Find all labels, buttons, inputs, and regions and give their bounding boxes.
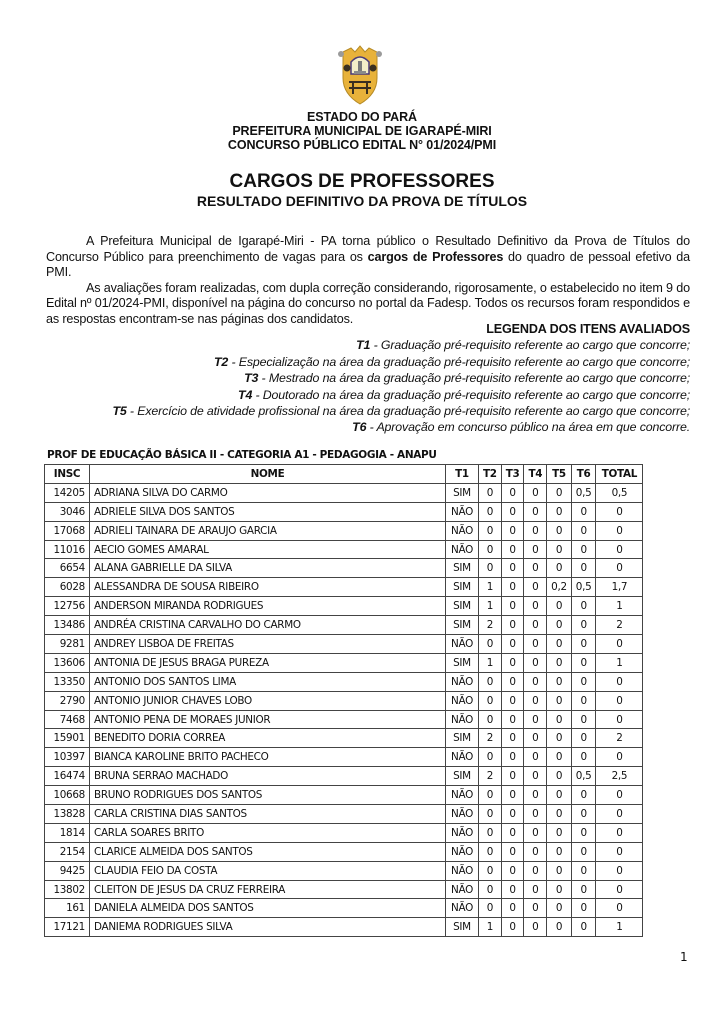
name-cell: AECIO GOMES AMARAL (90, 540, 446, 559)
t4-cell: 0 (524, 635, 547, 654)
t3-cell: 0 (501, 672, 524, 691)
total-cell: 0 (596, 842, 643, 861)
t4-cell: 0 (524, 899, 547, 918)
t3-cell: 0 (501, 578, 524, 597)
name-cell: BRUNA SERRAO MACHADO (90, 767, 446, 786)
t5-cell: 0 (547, 918, 572, 937)
t2-cell: 0 (479, 842, 502, 861)
t1-cell: NÃO (446, 786, 479, 805)
results-table (44, 464, 643, 937)
t6-cell: 0 (571, 842, 596, 861)
t1-cell: NÃO (446, 861, 479, 880)
legend-item-t1: T1 - Graduação pré-requisito referente ao cargo que concorre; (356, 338, 690, 353)
t3-cell: 0 (501, 521, 524, 540)
name-cell: CLEITON DE JESUS DA CRUZ FERREIRA (90, 880, 446, 899)
t2-cell: 0 (479, 710, 502, 729)
t1-cell: NÃO (446, 842, 479, 861)
state-name: ESTADO DO PARÁ (307, 110, 417, 124)
t1-cell: SIM (446, 616, 479, 635)
edital-reference: CONCURSO PÚBLICO EDITAL N° 01/2024/PMI (227, 138, 497, 152)
t5-cell: 0 (547, 805, 572, 824)
intro-paragraph-2: As avaliações foram realizadas, com dupla correção considerando, rigorosamente, o estabelecido no item 9 do Edital nº 01/2024-PMI, disponível na página do concurso no portal da Fadesp. Todos os recursos foram respondidos e as respostas encontram-se nas páginas dos candidatos. (46, 280, 690, 326)
name-cell: ANDRÉA CRISTINA CARVALHO DO CARMO (90, 616, 446, 635)
table-row (45, 578, 643, 597)
name-cell: CARLA CRISTINA DIAS SANTOS (90, 805, 446, 824)
legend-title: LEGENDA DOS ITENS AVALIADOS (486, 322, 690, 336)
t4-cell: 0 (524, 597, 547, 616)
table-title: PROF DE EDUCAÇÃO BÁSICA II - CATEGORIA A1 - PEDAGOGIA - ANAPU (47, 449, 437, 461)
t4-cell: 0 (524, 767, 547, 786)
name-cell: ANTONIO DOS SANTOS LIMA (90, 672, 446, 691)
t3-cell: 0 (501, 767, 524, 786)
col-t6: T6 (571, 465, 596, 484)
t3-cell: 0 (501, 823, 524, 842)
t5-cell: 0 (547, 729, 572, 748)
t2-cell: 0 (479, 635, 502, 654)
t5-cell: 0 (547, 767, 572, 786)
insc-cell: 161 (45, 899, 90, 918)
t6-cell: 0 (571, 805, 596, 824)
table-row (45, 502, 643, 521)
total-cell: 0 (596, 710, 643, 729)
insc-cell: 6654 (45, 559, 90, 578)
total-cell: 0 (596, 880, 643, 899)
name-cell: ADRIELI TAINARA DE ARAUJO GARCIA (90, 521, 446, 540)
table-row (45, 540, 643, 559)
t5-cell: 0 (547, 823, 572, 842)
t4-cell: 0 (524, 502, 547, 521)
t4-cell: 0 (524, 786, 547, 805)
t5-cell: 0,2 (547, 578, 572, 597)
table-row (45, 616, 643, 635)
t6-cell: 0 (571, 786, 596, 805)
t2-cell: 2 (479, 729, 502, 748)
t6-cell: 0,5 (571, 767, 596, 786)
table-row (45, 842, 643, 861)
t1-cell: NÃO (446, 748, 479, 767)
t3-cell: 0 (501, 842, 524, 861)
t5-cell: 0 (547, 710, 572, 729)
t3-cell: 0 (501, 805, 524, 824)
t3-cell: 0 (501, 635, 524, 654)
t2-cell: 0 (479, 483, 502, 502)
t3-cell: 0 (501, 483, 524, 502)
insc-cell: 14205 (45, 483, 90, 502)
legend-item-t6: T6 - Aprovação em concurso público na área em que concorre. (352, 420, 690, 435)
t2-cell: 0 (479, 805, 502, 824)
total-cell: 0 (596, 502, 643, 521)
total-cell: 0 (596, 861, 643, 880)
t4-cell: 0 (524, 823, 547, 842)
t5-cell: 0 (547, 502, 572, 521)
t1-cell: NÃO (446, 521, 479, 540)
t6-cell: 0 (571, 597, 596, 616)
insc-cell: 7468 (45, 710, 90, 729)
total-cell: 0 (596, 559, 643, 578)
col-t5: T5 (547, 465, 572, 484)
t4-cell: 0 (524, 653, 547, 672)
col-total: TOTAL (596, 465, 643, 484)
table-row (45, 786, 643, 805)
insc-cell: 11016 (45, 540, 90, 559)
t3-cell: 0 (501, 748, 524, 767)
highlight-cargos: cargos de Professores (367, 249, 504, 264)
t3-cell: 0 (501, 559, 524, 578)
t4-cell: 0 (524, 521, 547, 540)
t2-cell: 1 (479, 578, 502, 597)
t2-cell: 2 (479, 767, 502, 786)
t6-cell: 0 (571, 899, 596, 918)
insc-cell: 2790 (45, 691, 90, 710)
t2-cell: 0 (479, 880, 502, 899)
table-row (45, 521, 643, 540)
t4-cell: 0 (524, 842, 547, 861)
t6-cell: 0,5 (571, 578, 596, 597)
total-cell: 1 (596, 918, 643, 937)
legend-item-t4: T4 - Doutorado na área da graduação pré-requisito referente ao cargo que concorre; (238, 387, 690, 402)
legend-item-t5: T5 - Exercício de atividade profissional na área da graduação pré-requisito referente ao cargo que concorre; (112, 404, 690, 419)
total-cell: 1 (596, 597, 643, 616)
table-row (45, 805, 643, 824)
t2-cell: 0 (479, 691, 502, 710)
t3-cell: 0 (501, 861, 524, 880)
t5-cell: 0 (547, 880, 572, 899)
total-cell: 2,5 (596, 767, 643, 786)
total-cell: 0 (596, 521, 643, 540)
col-insc: INSC (45, 465, 90, 484)
total-cell: 0 (596, 748, 643, 767)
t2-cell: 1 (479, 653, 502, 672)
table-row (45, 653, 643, 672)
t1-cell: NÃO (446, 710, 479, 729)
name-cell: ADRIELE SILVA DOS SANTOS (90, 502, 446, 521)
t5-cell: 0 (547, 559, 572, 578)
t2-cell: 0 (479, 823, 502, 842)
insc-cell: 1814 (45, 823, 90, 842)
t6-cell: 0 (571, 880, 596, 899)
table-row (45, 635, 643, 654)
t2-cell: 0 (479, 899, 502, 918)
total-cell: 0 (596, 786, 643, 805)
t6-cell: 0 (571, 653, 596, 672)
name-cell: CLAUDIA FEIO DA COSTA (90, 861, 446, 880)
t5-cell: 0 (547, 521, 572, 540)
intro-text (46, 234, 690, 328)
t5-cell: 0 (547, 861, 572, 880)
t3-cell: 0 (501, 502, 524, 521)
col-t2: T2 (479, 465, 502, 484)
t2-cell: 0 (479, 672, 502, 691)
t5-cell: 0 (547, 786, 572, 805)
t6-cell: 0 (571, 540, 596, 559)
name-cell: ALESSANDRA DE SOUSA RIBEIRO (90, 578, 446, 597)
name-cell: CLARICE ALMEIDA DOS SANTOS (90, 842, 446, 861)
table-row (45, 691, 643, 710)
insc-cell: 13802 (45, 880, 90, 899)
insc-cell: 13486 (45, 616, 90, 635)
t4-cell: 0 (524, 672, 547, 691)
table-row (45, 767, 643, 786)
t6-cell: 0 (571, 502, 596, 521)
table-row (45, 880, 643, 899)
t5-cell: 0 (547, 842, 572, 861)
total-cell: 0 (596, 672, 643, 691)
insc-cell: 13350 (45, 672, 90, 691)
t2-cell: 0 (479, 521, 502, 540)
total-cell: 1 (596, 653, 643, 672)
table-row (45, 899, 643, 918)
t3-cell: 0 (501, 597, 524, 616)
t4-cell: 0 (524, 616, 547, 635)
col-t1: T1 (446, 465, 479, 484)
t5-cell: 0 (547, 899, 572, 918)
t3-cell: 0 (501, 616, 524, 635)
t6-cell: 0 (571, 748, 596, 767)
t1-cell: NÃO (446, 502, 479, 521)
t6-cell: 0 (571, 918, 596, 937)
t6-cell: 0 (571, 710, 596, 729)
total-cell: 0 (596, 823, 643, 842)
t4-cell: 0 (524, 483, 547, 502)
name-cell: ALANA GABRIELLE DA SILVA (90, 559, 446, 578)
t4-cell: 0 (524, 710, 547, 729)
t1-cell: NÃO (446, 805, 479, 824)
total-cell: 0,5 (596, 483, 643, 502)
table-row (45, 861, 643, 880)
name-cell: BIANCA KAROLINE BRITO PACHECO (90, 748, 446, 767)
t1-cell: SIM (446, 729, 479, 748)
insc-cell: 10397 (45, 748, 90, 767)
t1-cell: SIM (446, 597, 479, 616)
insc-cell: 10668 (45, 786, 90, 805)
total-cell: 0 (596, 635, 643, 654)
t5-cell: 0 (547, 653, 572, 672)
t4-cell: 0 (524, 540, 547, 559)
t2-cell: 0 (479, 502, 502, 521)
table-row (45, 748, 643, 767)
t5-cell: 0 (547, 635, 572, 654)
name-cell: ANDREY LISBOA DE FREITAS (90, 635, 446, 654)
document-title: CARGOS DE PROFESSORES (229, 171, 495, 192)
legend (10, 321, 690, 436)
insc-cell: 12756 (45, 597, 90, 616)
t2-cell: 0 (479, 748, 502, 767)
col-t3: T3 (501, 465, 524, 484)
total-cell: 0 (596, 540, 643, 559)
t6-cell: 0 (571, 823, 596, 842)
t1-cell: NÃO (446, 691, 479, 710)
name-cell: DANIEMA RODRIGUES SILVA (90, 918, 446, 937)
t4-cell: 0 (524, 691, 547, 710)
insc-cell: 17121 (45, 918, 90, 937)
t2-cell: 0 (479, 861, 502, 880)
t2-cell: 0 (479, 786, 502, 805)
coat-of-arms-icon (337, 44, 383, 106)
table-row (45, 918, 643, 937)
t4-cell: 0 (524, 861, 547, 880)
insc-cell: 17068 (45, 521, 90, 540)
page-number: 1 (680, 950, 688, 964)
name-cell: ADRIANA SILVA DO CARMO (90, 483, 446, 502)
insc-cell: 9425 (45, 861, 90, 880)
total-cell: 0 (596, 691, 643, 710)
t5-cell: 0 (547, 691, 572, 710)
insc-cell: 3046 (45, 502, 90, 521)
total-cell: 0 (596, 899, 643, 918)
col-t4: T4 (524, 465, 547, 484)
name-cell: ANTONIA DE JESUS BRAGA PUREZA (90, 653, 446, 672)
t4-cell: 0 (524, 578, 547, 597)
table-body (45, 483, 643, 936)
t4-cell: 0 (524, 805, 547, 824)
t2-cell: 0 (479, 559, 502, 578)
total-cell: 1,7 (596, 578, 643, 597)
t4-cell: 0 (524, 559, 547, 578)
table-row (45, 823, 643, 842)
insc-cell: 2154 (45, 842, 90, 861)
t1-cell: SIM (446, 918, 479, 937)
t5-cell: 0 (547, 748, 572, 767)
t1-cell: NÃO (446, 672, 479, 691)
t1-cell: NÃO (446, 540, 479, 559)
t3-cell: 0 (501, 540, 524, 559)
t3-cell: 0 (501, 899, 524, 918)
t1-cell: SIM (446, 483, 479, 502)
name-cell: BRUNO RODRIGUES DOS SANTOS (90, 786, 446, 805)
table-row (45, 597, 643, 616)
t6-cell: 0 (571, 691, 596, 710)
t3-cell: 0 (501, 786, 524, 805)
t6-cell: 0 (571, 729, 596, 748)
table-row (45, 559, 643, 578)
t6-cell: 0 (571, 672, 596, 691)
t2-cell: 1 (479, 918, 502, 937)
name-cell: ANDERSON MIRANDA RODRIGUES (90, 597, 446, 616)
insc-cell: 15901 (45, 729, 90, 748)
t6-cell: 0 (571, 521, 596, 540)
insc-cell: 16474 (45, 767, 90, 786)
table-row (45, 710, 643, 729)
total-cell: 2 (596, 616, 643, 635)
t3-cell: 0 (501, 691, 524, 710)
t3-cell: 0 (501, 710, 524, 729)
t6-cell: 0 (571, 559, 596, 578)
t2-cell: 0 (479, 540, 502, 559)
t3-cell: 0 (501, 880, 524, 899)
t1-cell: NÃO (446, 880, 479, 899)
name-cell: ANTONIO JUNIOR CHAVES LOBO (90, 691, 446, 710)
t6-cell: 0,5 (571, 483, 596, 502)
t5-cell: 0 (547, 672, 572, 691)
t6-cell: 0 (571, 861, 596, 880)
t4-cell: 0 (524, 880, 547, 899)
insc-cell: 13828 (45, 805, 90, 824)
table-row (45, 729, 643, 748)
t4-cell: 0 (524, 748, 547, 767)
intro-paragraph-1: A Prefeitura Municipal de Igarapé-Miri - PA torna público o Resultado Definitivo da Prova de Títulos do Concurso Público para preenchimento de vagas para os cargos de Professores do quadro de pessoal efetivo da PMI. (46, 234, 690, 280)
table-row (45, 483, 643, 502)
t1-cell: SIM (446, 559, 479, 578)
legend-item-t2: T2 - Especialização na área da graduação pré-requisito referente ao cargo que concorre; (214, 354, 690, 369)
t6-cell: 0 (571, 635, 596, 654)
prefecture-name: PREFEITURA MUNICIPAL DE IGARAPÉ-MIRI (232, 124, 492, 138)
t6-cell: 0 (571, 616, 596, 635)
t1-cell: SIM (446, 653, 479, 672)
t1-cell: NÃO (446, 635, 479, 654)
t1-cell: NÃO (446, 899, 479, 918)
name-cell: ANTONIO PENA DE MORAES JUNIOR (90, 710, 446, 729)
document-subtitle: RESULTADO DEFINITIVO DA PROVA DE TÍTULOS (196, 193, 528, 209)
t1-cell: SIM (446, 578, 479, 597)
t3-cell: 0 (501, 729, 524, 748)
t5-cell: 0 (547, 540, 572, 559)
t2-cell: 1 (479, 597, 502, 616)
insc-cell: 6028 (45, 578, 90, 597)
legend-item-t3: T3 - Mestrado na área da graduação pré-requisito referente ao cargo que concorre; (244, 371, 690, 386)
name-cell: CARLA SOARES BRITO (90, 823, 446, 842)
name-cell: BENEDITO DORIA CORREA (90, 729, 446, 748)
t1-cell: NÃO (446, 823, 479, 842)
t2-cell: 2 (479, 616, 502, 635)
t5-cell: 0 (547, 483, 572, 502)
name-cell: DANIELA ALMEIDA DOS SANTOS (90, 899, 446, 918)
insc-cell: 13606 (45, 653, 90, 672)
t4-cell: 0 (524, 729, 547, 748)
t5-cell: 0 (547, 616, 572, 635)
t3-cell: 0 (501, 918, 524, 937)
table-row (45, 672, 643, 691)
total-cell: 2 (596, 729, 643, 748)
insc-cell: 9281 (45, 635, 90, 654)
t5-cell: 0 (547, 597, 572, 616)
total-cell: 0 (596, 805, 643, 824)
table-header-row (45, 465, 643, 484)
t3-cell: 0 (501, 653, 524, 672)
t1-cell: SIM (446, 767, 479, 786)
col-nome: NOME (90, 465, 446, 484)
t4-cell: 0 (524, 918, 547, 937)
